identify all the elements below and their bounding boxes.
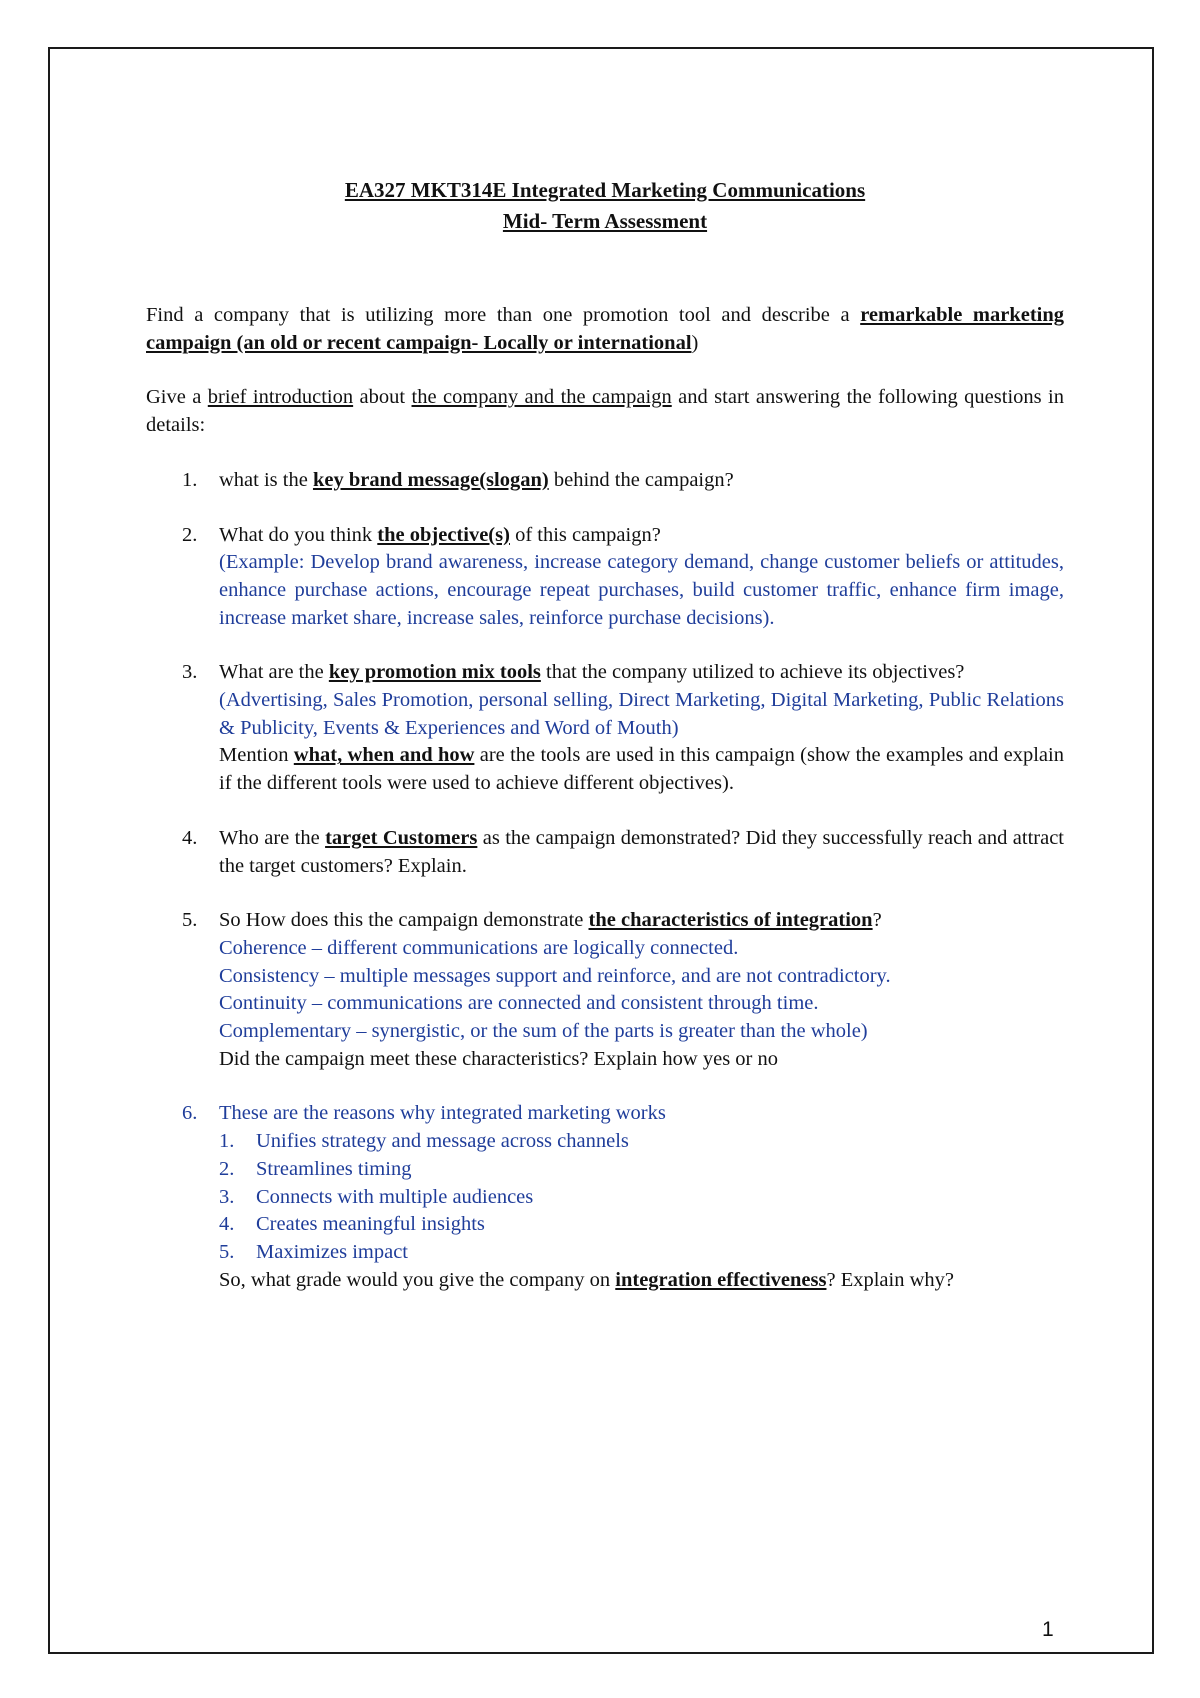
question-4: 4. Who are the target Customers as the campaign demonstrated? Did they successfully reach and attract the target customers? Explain. xyxy=(182,826,1065,877)
reason-item: 4. Creates meaningful insights xyxy=(219,1213,485,1236)
reason-item: 3. Connects with multiple audiences xyxy=(219,1185,534,1208)
integration-characteristic: Consistency – multiple messages support and reinforce, and are not contradictory. xyxy=(219,964,891,987)
reason-item: 1. Unifies strategy and message across channels xyxy=(219,1130,629,1153)
question-3: 3. What are the key promotion mix tools that the company utilized to achieve its objectives? (Advertising, Sales Promotion, personal selling, Direct Marketing, Digital Marketing, Public Relations & Publicity, Events & Experiences and Word of Mouth) Mention what, when and how are the tools are used in this campaign (show the examples and explain if the different tools were used to achieve different objectives). xyxy=(182,661,1064,795)
intro-paragraph-2: Give a brief introduction about the company and the campaign and start answering the following questions in details: xyxy=(146,386,1064,437)
integration-characteristic: Complementary – synergistic, or the sum of the parts is greater than the whole) xyxy=(219,1020,868,1043)
document-subtitle: Mid- Term Assessment xyxy=(502,209,708,233)
campaign-emphasis: remarkable marketing campaign (an old or recent campaign- Locally or international xyxy=(146,304,1064,354)
intro-paragraph-1: Find a company that is utilizing more than one promotion tool and describe a remarkable marketing campaign (an old or recent campaign- Locally or international) xyxy=(146,304,1064,354)
integration-characteristic: Coherence – different communications are logically connected. xyxy=(219,936,739,959)
page-number: 1 xyxy=(1042,1618,1054,1641)
reason-item: 2. Streamlines timing xyxy=(219,1157,412,1180)
reason-item: 5. Maximizes impact xyxy=(219,1240,408,1263)
question-2: 2. What do you think the objective(s) of this campaign? (Example: Develop brand awareness, increase category demand, change customer beliefs or attitudes, enhance purchase actions, encourage repeat purchases, build customer traffic, enhance firm image, increase market share, increase sales, reinforce purchase decisions). xyxy=(146,522,1064,633)
question-5: 5. So How does this the campaign demonstrate the characteristics of integration? Coherence – different communications are logically connected. Consistency – multiple messages support and reinforce, and are not contradictory. Continuity – communications are connected and consistent through time. Complementary – synergistic, or the sum of the parts is greater than the whole) Did the campaign meet these characteristics? Explain how yes or no xyxy=(146,907,1064,1073)
document-title: EA327 MKT314E Integrated Marketing Communications xyxy=(344,178,866,202)
question-6: 6. These are the reasons why integrated marketing works 1. Unifies strategy and message across channels 2. Streamlines timing 3. Connects with multiple audiences 4. Creates meaningful insights 5. Maximizes impact So, what grade would you give the company on integration effectiveness? Explain why? xyxy=(146,1100,1064,1294)
objectives-examples: (Example: Develop brand awareness, increase category demand, change customer beliefs or attitudes, enhance purchase actions, encourage repeat purchases, build customer traffic, enhance firm image, increase market share, increase sales, reinforce purchase decisions). xyxy=(219,551,1064,629)
integration-characteristic: Continuity – communications are connected and consistent through time. xyxy=(219,992,819,1015)
promotion-tools-list: (Advertising, Sales Promotion, personal selling, Direct Marketing, Digital Marketing, Public Relations & Publicity, Events & Experiences and Word of Mouth) xyxy=(219,689,1064,739)
question-1: 1. what is the key brand message(slogan) behind the campaign? xyxy=(182,468,734,491)
document-body xyxy=(146,175,1064,1294)
